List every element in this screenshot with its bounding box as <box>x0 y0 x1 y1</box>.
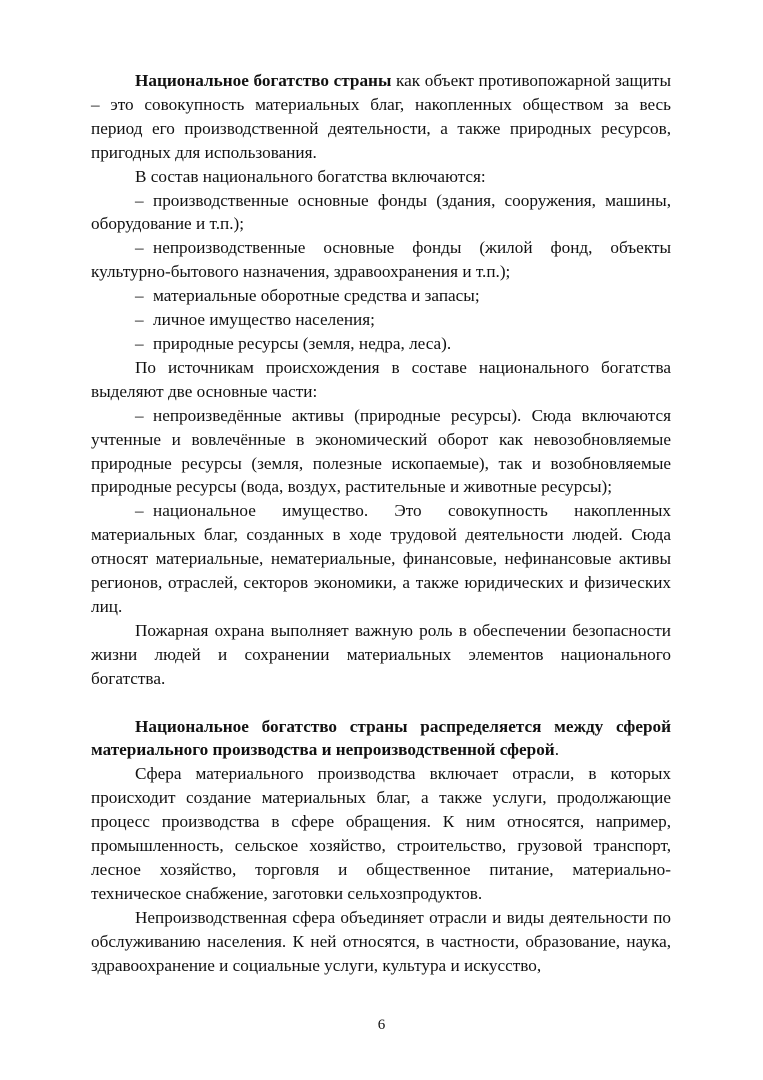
list-item: – непроизводственные основные фонды (жилой фонд, объекты культурно-бытового назначения, здравоохранения и т.п.); <box>91 238 671 282</box>
list-item: – национальное имущество. Это совокупность накопленных материальных благ, созданных в ходе трудовой деятельности людей. Сюда относят материальные, нематериальные, финансовые, нефинансовые активы регионов, отраслей, секторов экономики, а также юридических и физических лиц. <box>91 501 671 616</box>
paragraph-composition: В состав национального богатства включаются: <box>135 166 486 186</box>
list-item: – личное имущество населения; <box>91 308 671 332</box>
section-gap <box>91 691 671 715</box>
dash-marker: – <box>135 286 144 306</box>
heading-tail: . <box>554 740 559 760</box>
definition-text: как объект противопожарной защиты – это совокупность материальных благ, накопленных обществом за весь период его производственной деятельности, а также природных ресурсов, пригодных для использования. <box>91 71 671 162</box>
paragraph-material-sphere: Сфера материального производства включает отрасли, в которых происходит создание материальных благ, а также услуги, продолжающие процесс производства в сфере обращения. К ним относятся, например, промышленность, сельское хозяйство, строительство, грузовой транспорт, лесное хозяйство, торговля и общественное питание, материально-техническое снабжение, заготовки сельхозпродуктов. <box>91 764 671 903</box>
dash-marker: – <box>135 310 144 330</box>
dash-marker: – <box>135 238 144 258</box>
paragraph-nonproductive-sphere: Непроизводственная сфера объединяет отрасли и виды деятельности по обслуживанию населения. К ней относятся, в частности, образование, наука, здравоохранение и социальные услуги, культура и искусство, <box>91 907 671 975</box>
list-item: – природные ресурсы (земля, недра, леса). <box>91 332 671 356</box>
dash-marker: – <box>135 333 144 353</box>
heading-bold: Национальное богатство страны распределяется между сферой материального производства и непроизводственной сферой <box>91 716 671 760</box>
page-body <box>91 69 671 978</box>
section-heading <box>91 715 671 763</box>
list-item: – материальные оборотные средства и запасы; <box>91 284 671 308</box>
dash-marker: – <box>135 190 144 210</box>
paragraph-sources: По источникам происхождения в составе национального богатства выделяют две основные части: <box>91 357 671 401</box>
dash-marker: – <box>135 405 144 425</box>
list-item: – непроизведённые активы (природные ресурсы). Сюда включаются учтенные и вовлечённые в экономический оборот как невозобновляемые природные ресурсы (земля, полезные ископаемые), так и возобновляемые природные ресурсы (вода, воздух, растительные и животные ресурсы); <box>91 405 671 497</box>
list-item: – производственные основные фонды (здания, сооружения, машины, оборудование и т.п.); <box>91 190 671 234</box>
term-bold: Национальное богатство страны <box>135 71 392 90</box>
dash-marker: – <box>135 501 144 521</box>
page-number: 6 <box>377 1017 386 1033</box>
paragraph-fire-service: Пожарная охрана выполняет важную роль в обеспечении безопасности жизни людей и сохранении материальных элементов национального богатства. <box>91 620 671 688</box>
paragraph-definition <box>91 69 671 165</box>
